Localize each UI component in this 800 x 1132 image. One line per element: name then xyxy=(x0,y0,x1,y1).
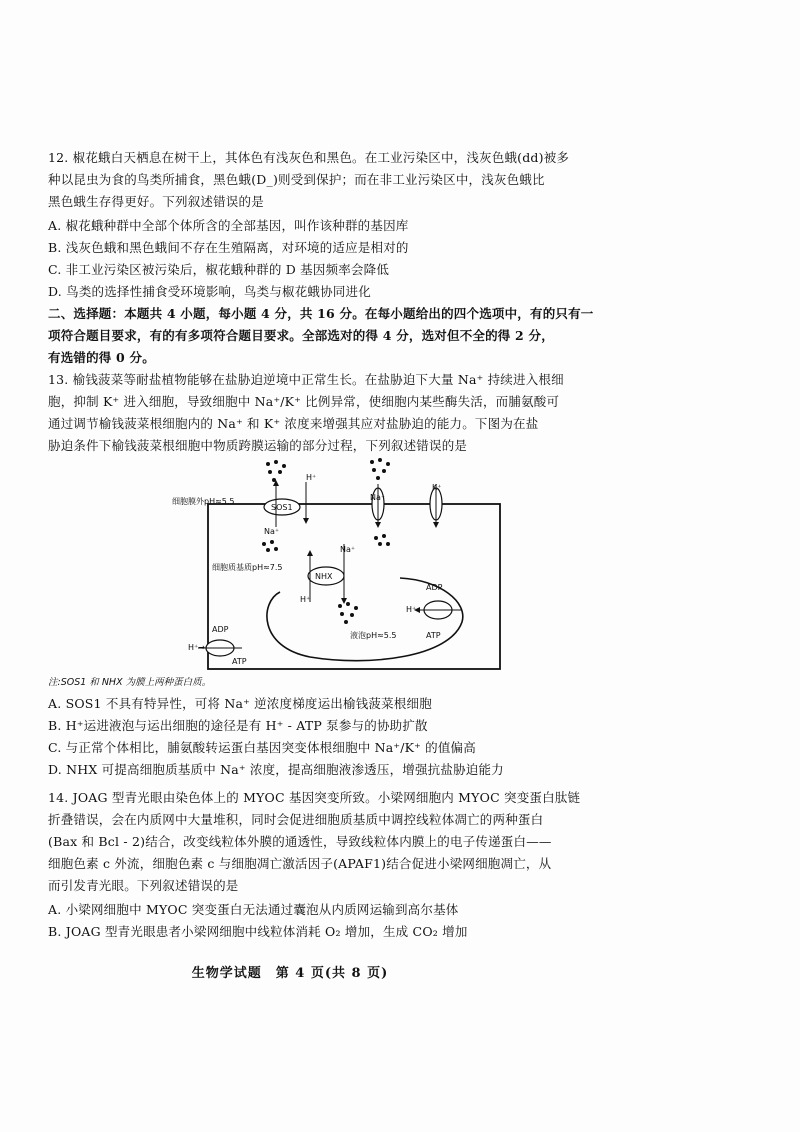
q13-stem-line-4: 胁迫条件下榆钱菠菜根细胞中物质跨膜运输的部分过程，下列叙述错误的是 xyxy=(48,438,468,453)
cell-membrane xyxy=(208,504,500,669)
q14-option-a: A. 小梁网细胞中 MYOC 突变蛋白无法通过囊泡从内质网运输到高尔基体 xyxy=(48,902,459,917)
section2-line-2: 项符合题目要求，有的有多项符合题目要求。全部选对的得 4 分，选对但不全的得 2 分， xyxy=(48,328,554,343)
outside-na-dots-left xyxy=(266,460,286,482)
membrane-atp-label: ATP xyxy=(232,657,247,666)
q13-stem-line-1: 13. 榆钱菠菜等耐盐植物能够在盐胁迫逆境中正常生长。在盐胁迫下大量 Na⁺ 持续进入根细 xyxy=(48,372,564,387)
sos1-h-arrowhead xyxy=(303,518,309,524)
cytosol-na-dots-left xyxy=(262,540,278,552)
outside-na-dots-right xyxy=(370,458,390,480)
sos1-label: SOS1 xyxy=(271,503,293,512)
vacuole-ph-label: 液泡pH≈5.5 xyxy=(350,631,397,640)
membrane-pump-h-label: H⁺→ xyxy=(188,643,205,652)
sos1-na-label: Na⁺ xyxy=(264,527,280,536)
q14-option-b: B. JOAG 型青光眼患者小梁网细胞中线粒体消耗 O₂ 增加，生成 CO₂ 增加 xyxy=(48,924,468,939)
k-channel-arrowhead xyxy=(433,522,439,528)
cytosol-na-dots-right xyxy=(374,534,390,546)
q13-option-a: A. SOS1 不具有特异性，可将 Na⁺ 逆浓度梯度运出榆钱菠菜根细胞 xyxy=(48,696,432,711)
sos1-h-label: H⁺ xyxy=(306,473,317,482)
nhx-h-arrowhead xyxy=(307,550,313,556)
membrane-adp-label: ADP xyxy=(212,625,229,634)
nhx-na-arrowhead xyxy=(341,598,347,604)
vacuole-pump-h-label: H⁺ xyxy=(406,605,417,614)
nhx-label: NHX xyxy=(315,572,333,581)
q14-stem-line-3: (Bax 和 Bcl - 2)结合，改变线粒体外膜的通透性，导致线粒体内膜上的电子传递蛋白—— xyxy=(48,834,552,849)
nhx-h-label: H⁺ xyxy=(300,595,311,604)
q12-option-c: C. 非工业污染区被污染后，椒花蛾种群的 D 基因频率会降低 xyxy=(48,262,390,277)
q14-stem-line-5: 而引发青光眼。下列叙述错误的是 xyxy=(48,878,239,893)
nhx-na-label: Na⁺ xyxy=(340,545,356,554)
q12-stem-line-1: 12. 椒花蛾白天栖息在树干上，其体色有浅灰色和黑色。在工业污染区中，浅灰色蛾(dd)被多 xyxy=(48,150,570,165)
vacuole-adp-label: ADP xyxy=(426,583,443,592)
vacuole-atp-label: ATP xyxy=(426,631,441,640)
q14-stem-line-1: 14. JOAG 型青光眼由染色体上的 MYOC 基因突变所致。小梁网细胞内 MYOC 突变蛋白肽链 xyxy=(48,790,581,805)
cytosol-ph-label: 细胞质基质pH≈7.5 xyxy=(212,563,283,572)
q13-option-d: D. NHX 可提高细胞质基质中 Na⁺ 浓度，提高细胞液渗透压，增强抗盐胁迫能力 xyxy=(48,762,504,777)
q12-stem-line-2: 种以昆虫为食的鸟类所捕食，黑色蛾(D_)则受到保护；而在非工业污染区中，浅灰色蛾比 xyxy=(48,172,545,187)
page-footer: 生物学试题 第 4 页(共 8 页) xyxy=(191,966,389,981)
na-channel-label: Na⁺ xyxy=(370,493,386,502)
q14-stem-line-2: 折叠错误，会在内质网中大量堆积，同时会促进细胞质基质中调控线粒体凋亡的两种蛋白 xyxy=(48,812,544,827)
section2-line-3: 有选错的得 0 分。 xyxy=(48,350,155,365)
vacuole-na-dots xyxy=(338,602,358,624)
q12-option-a: A. 椒花蛾种群中全部个体所含的全部基因，叫作该种群的基因库 xyxy=(48,218,409,233)
k-channel-label: K⁺ xyxy=(432,483,442,492)
q12-stem-line-3: 黑色蛾生存得更好。下列叙述错误的是 xyxy=(48,194,264,209)
q13-stem-line-3: 通过调节榆钱菠菜根细胞内的 Na⁺ 和 K⁺ 浓度来增强其应对盐胁迫的能力。下图为在盐 xyxy=(48,416,539,431)
membrane-transport-diagram xyxy=(172,452,505,674)
q13-option-c: C. 与正常个体相比，脯氨酸转运蛋白基因突变体根细胞中 Na⁺/K⁺ 的值偏高 xyxy=(48,740,476,755)
na-channel-arrowhead xyxy=(375,522,381,528)
outside-ph-label: 细胞膜外pH≈5.5 xyxy=(172,497,235,506)
q13-option-b: B. H⁺运进液泡与运出细胞的途径是有 H⁺ - ATP 泵参与的协助扩散 xyxy=(48,718,428,733)
section2-line-1: 二、选择题：本题共 4 小题，每小题 4 分，共 16 分。在每小题给出的四个选项中，有的只有一 xyxy=(48,306,594,321)
q13-stem-line-2: 胞，抑制 K⁺ 进入细胞，导致细胞中 Na⁺/K⁺ 比例异常，使细胞内某些酶失活，而脯氨酸可 xyxy=(48,394,560,409)
q12-option-d: D. 鸟类的选择性捕食受环境影响，鸟类与椒花蛾协同进化 xyxy=(48,284,371,299)
q14-stem-line-4: 细胞色素 c 外流，细胞色素 c 与细胞凋亡激活因子(APAF1)结合促进小梁网细胞凋亡，从 xyxy=(48,856,552,871)
diagram-note: 注:SOS1 和 NHX 为膜上两种蛋白质。 xyxy=(48,677,212,688)
q12-option-b: B. 浅灰色蛾和黑色蛾间不存在生殖隔离，对环境的适应是相对的 xyxy=(48,240,409,255)
